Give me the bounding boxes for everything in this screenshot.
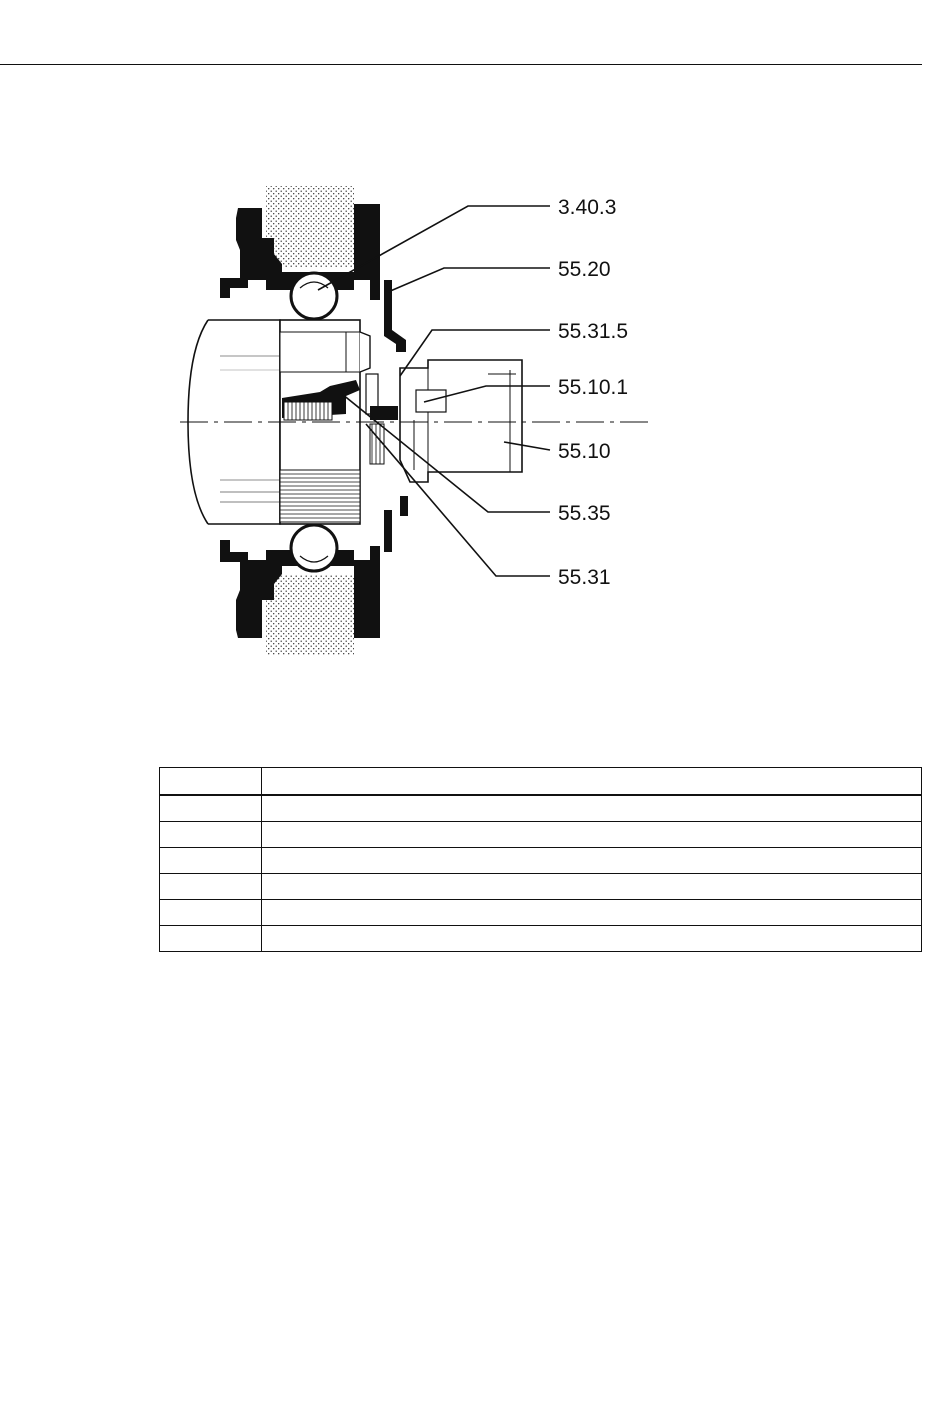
table-cell [262, 848, 922, 874]
table-header-position [160, 768, 262, 796]
cover-plate [384, 280, 406, 352]
upper-housing [266, 186, 354, 268]
table-cell [160, 848, 262, 874]
lower-housing [266, 575, 354, 655]
callout-label: 55.35 [558, 502, 611, 525]
table-cell [262, 795, 922, 822]
leader-55-20 [388, 268, 550, 292]
callout-label: 55.20 [558, 258, 611, 281]
callout-label: 55.10 [558, 440, 611, 463]
table-row [160, 900, 922, 926]
table-row [160, 874, 922, 900]
parts-table [159, 767, 922, 952]
table-cell [262, 926, 922, 952]
bearing-cross-section-drawing [170, 180, 670, 660]
table-cell [160, 795, 262, 822]
header-rule [0, 64, 922, 65]
table-cell [262, 900, 922, 926]
callout-label: 55.31.5 [558, 320, 629, 343]
upper-ball [291, 273, 337, 319]
callout-label: 3.40.3 [558, 196, 617, 219]
table-row [160, 822, 922, 848]
table-cell [262, 874, 922, 900]
table-cell [262, 822, 922, 848]
table-row [160, 926, 922, 952]
table-row [160, 848, 922, 874]
table-row [160, 795, 922, 822]
table-header-row [160, 768, 922, 796]
bearing-assembly-figure [170, 180, 670, 660]
table-cell [160, 900, 262, 926]
table-cell [160, 874, 262, 900]
table-cell [160, 822, 262, 848]
callout-label: 55.10.1 [558, 376, 629, 399]
rotor-hub [400, 360, 522, 482]
table-header-description [262, 768, 922, 796]
lower-ball [291, 525, 337, 571]
table-cell [160, 926, 262, 952]
washer [370, 406, 398, 420]
callout-label: 55.31 [558, 566, 611, 589]
